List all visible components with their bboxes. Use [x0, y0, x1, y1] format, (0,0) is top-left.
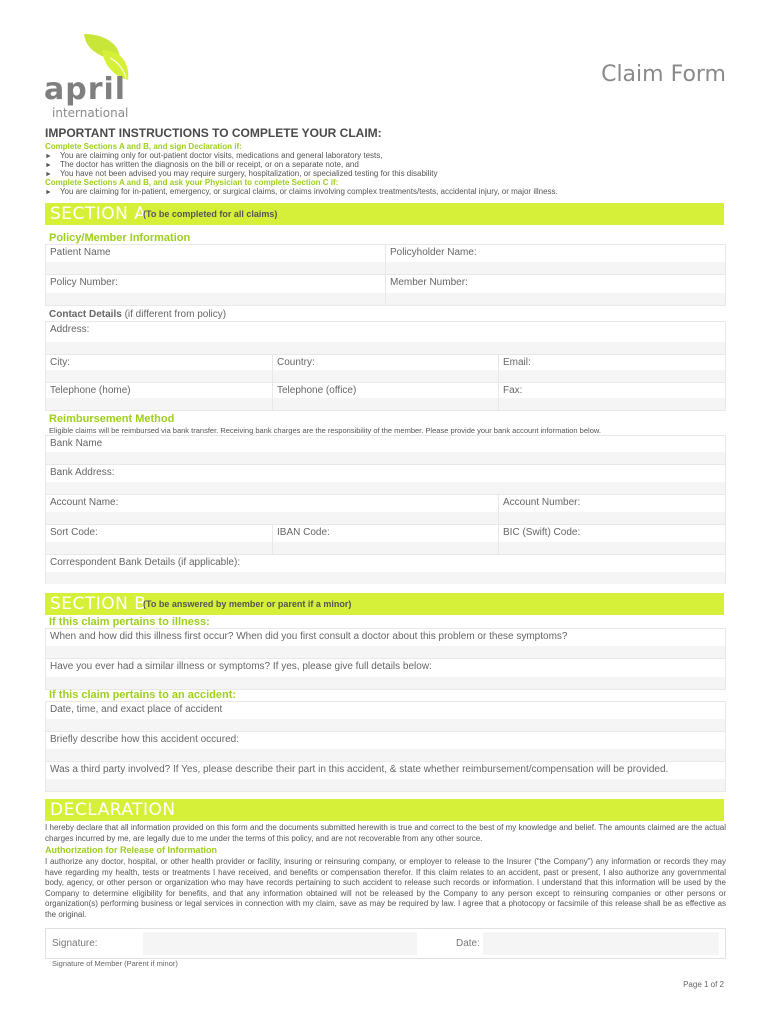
page-title: Claim Form	[601, 62, 726, 87]
accident-grid	[45, 701, 726, 792]
accident-answer-2[interactable]	[46, 749, 725, 761]
accident-question-1: Date, time, and exact place of accident	[50, 704, 223, 715]
member-number-field[interactable]	[386, 293, 725, 305]
instruction-item: ► You are claiming only for out-patient doctor visits, medications and general laboratory tests,	[45, 151, 383, 160]
city-field[interactable]	[46, 370, 272, 382]
reimbursement-heading: Reimbursement Method	[49, 413, 175, 425]
signature-field[interactable]	[143, 932, 417, 955]
illness-answer-2[interactable]	[46, 677, 725, 689]
section-a-title: SECTION A	[50, 204, 147, 224]
account-number-field[interactable]	[499, 512, 725, 524]
brand-name: april	[44, 72, 127, 107]
section-a-subtitle: (To be completed for all claims)	[143, 209, 278, 219]
bank-details-grid	[45, 435, 726, 584]
telephone-office-field[interactable]	[273, 398, 499, 410]
accident-heading: If this claim pertains to an accident:	[49, 689, 237, 701]
bic-code-label: BIC (Swift) Code:	[503, 527, 581, 538]
account-number-label: Account Number:	[503, 497, 581, 508]
account-name-field[interactable]	[46, 512, 498, 524]
address-field[interactable]	[46, 342, 725, 354]
illness-heading: If this claim pertains to illness:	[49, 616, 210, 628]
fax-label: Fax:	[503, 385, 523, 396]
member-number-label: Member Number:	[390, 277, 468, 288]
address-label: Address:	[50, 324, 90, 335]
city-label: City:	[50, 357, 70, 368]
illness-grid	[45, 628, 726, 690]
illness-question-2: Have you ever had a similar illness or symptoms? If yes, please give full details below:	[50, 661, 432, 672]
instructions-heading: IMPORTANT INSTRUCTIONS TO COMPLETE YOUR CLAIM:	[45, 126, 382, 140]
telephone-home-field[interactable]	[46, 398, 272, 410]
declaration-text: I hereby declare that all information provided on this form and the documents submitted herewith is true and correct to the best of my knowledge and belief. The amounts claimed are the actual charges incurred by me, are legally due to me under the terms of this policy, and are not recoverable from any other source.	[45, 823, 726, 843]
illness-question-1: When and how did this illness first occur? When did you first consult a doctor about this problem or these symptoms?	[50, 631, 568, 642]
declaration-header	[45, 799, 724, 821]
bank-name-field[interactable]	[46, 452, 725, 464]
policy-info-grid	[45, 244, 726, 306]
patient-name-label: Patient Name	[50, 247, 111, 258]
instructions-group-b-head: Complete Sections A and B, and ask your Physician to complete Section C if:	[45, 178, 339, 187]
instruction-item: ► The doctor has written the diagnosis on the bill or receipt, or on a separate note, and	[45, 160, 359, 169]
policyholder-name-label: Policyholder Name:	[390, 247, 477, 258]
accident-question-3: Was a third party involved? If Yes, please describe their part in this accident, & state whether reimbursement/compensation will be provided.	[50, 764, 669, 775]
signature-note: Signature of Member (Parent if minor)	[52, 959, 178, 968]
declaration-title: DECLARATION	[50, 800, 176, 820]
country-field[interactable]	[273, 370, 499, 382]
bullet-icon: ►	[45, 189, 52, 196]
signature-row	[45, 928, 726, 959]
telephone-home-label: Telephone (home)	[50, 385, 131, 396]
correspondent-bank-field[interactable]	[46, 572, 725, 584]
brand-sub: international	[52, 106, 129, 120]
accident-answer-3[interactable]	[46, 779, 725, 791]
sort-code-label: Sort Code:	[50, 527, 98, 538]
instruction-item: ► You are claiming for in-patient, emergency, or surgical claims, or claims involving complex treatments/tests, accidental injury, or major illness.	[45, 187, 558, 196]
iban-code-label: IBAN Code:	[277, 527, 330, 538]
reimbursement-note: Eligible claims will be reimbursed via bank transfer. Receiving bank charges are the responsibility of the member. Please provide your bank account information below.	[49, 426, 601, 435]
policyholder-name-field[interactable]	[386, 262, 725, 274]
policy-info-heading: Policy/Member Information	[49, 232, 191, 244]
contact-details-grid	[45, 321, 726, 411]
telephone-office-label: Telephone (office)	[277, 385, 357, 396]
section-b-title: SECTION B	[50, 594, 147, 614]
date-field[interactable]	[483, 932, 719, 955]
bic-code-field[interactable]	[499, 542, 725, 554]
section-a-header	[45, 203, 724, 225]
patient-name-field[interactable]	[46, 262, 385, 274]
bank-address-field[interactable]	[46, 482, 725, 494]
iban-code-field[interactable]	[273, 542, 499, 554]
sort-code-field[interactable]	[46, 542, 272, 554]
signature-label: Signature:	[52, 938, 98, 949]
country-label: Country:	[277, 357, 315, 368]
accident-answer-1[interactable]	[46, 719, 725, 731]
account-name-label: Account Name:	[50, 497, 119, 508]
email-field[interactable]	[499, 370, 725, 382]
authorization-heading: Authorization for Release of Information	[45, 845, 218, 855]
bullet-icon: ►	[45, 162, 52, 169]
correspondent-bank-label: Correspondent Bank Details (if applicable):	[50, 557, 241, 568]
bullet-icon: ►	[45, 153, 52, 160]
instruction-item: ► You have not been advised you may require surgery, hospitalization, or specialized testing for this disability	[45, 169, 438, 178]
fax-field[interactable]	[499, 398, 725, 410]
section-b-subtitle: (To be answered by member or parent if a minor)	[143, 599, 352, 609]
instructions-group-a-head: Complete Sections A and B, and sign Declaration if:	[45, 142, 242, 151]
section-b-header	[45, 593, 724, 615]
date-label: Date:	[456, 938, 480, 949]
illness-answer-1[interactable]	[46, 646, 725, 658]
bank-address-label: Bank Address:	[50, 467, 115, 478]
contact-details-heading: Contact Details (if different from policy)	[49, 309, 227, 320]
email-label: Email:	[503, 357, 531, 368]
policy-number-field[interactable]	[46, 293, 385, 305]
page-number: Page 1 of 2	[683, 980, 724, 989]
policy-number-label: Policy Number:	[50, 277, 118, 288]
bank-name-label: Bank Name	[50, 438, 103, 449]
authorization-text: I authorize any doctor, hospital, or other health provider or facility, insuring or reinsuring company, or employer to release to the Insurer (“the Company”) any information or records they may have regarding my health, tests or treatments I have received, and benefits or compensation therefor. If this claim relates to an accident, past or present, I also authorize any governmental body, agency, or other person or organization who may have records pertaining to such accident to release such records or information. I understand that this information will be used by the Company to determine eligibility for benefits, and that any information obtained will not be released by the Company to any person except to reinsuring companies or other persons or organization(s) performing business or legal services in connection with my claim, save as may be required by law. I agree that a photocopy or facsimile of this release shall be as effective as the original.	[45, 857, 726, 919]
bullet-icon: ►	[45, 171, 52, 178]
accident-question-2: Briefly describe how this accident occured:	[50, 734, 239, 745]
